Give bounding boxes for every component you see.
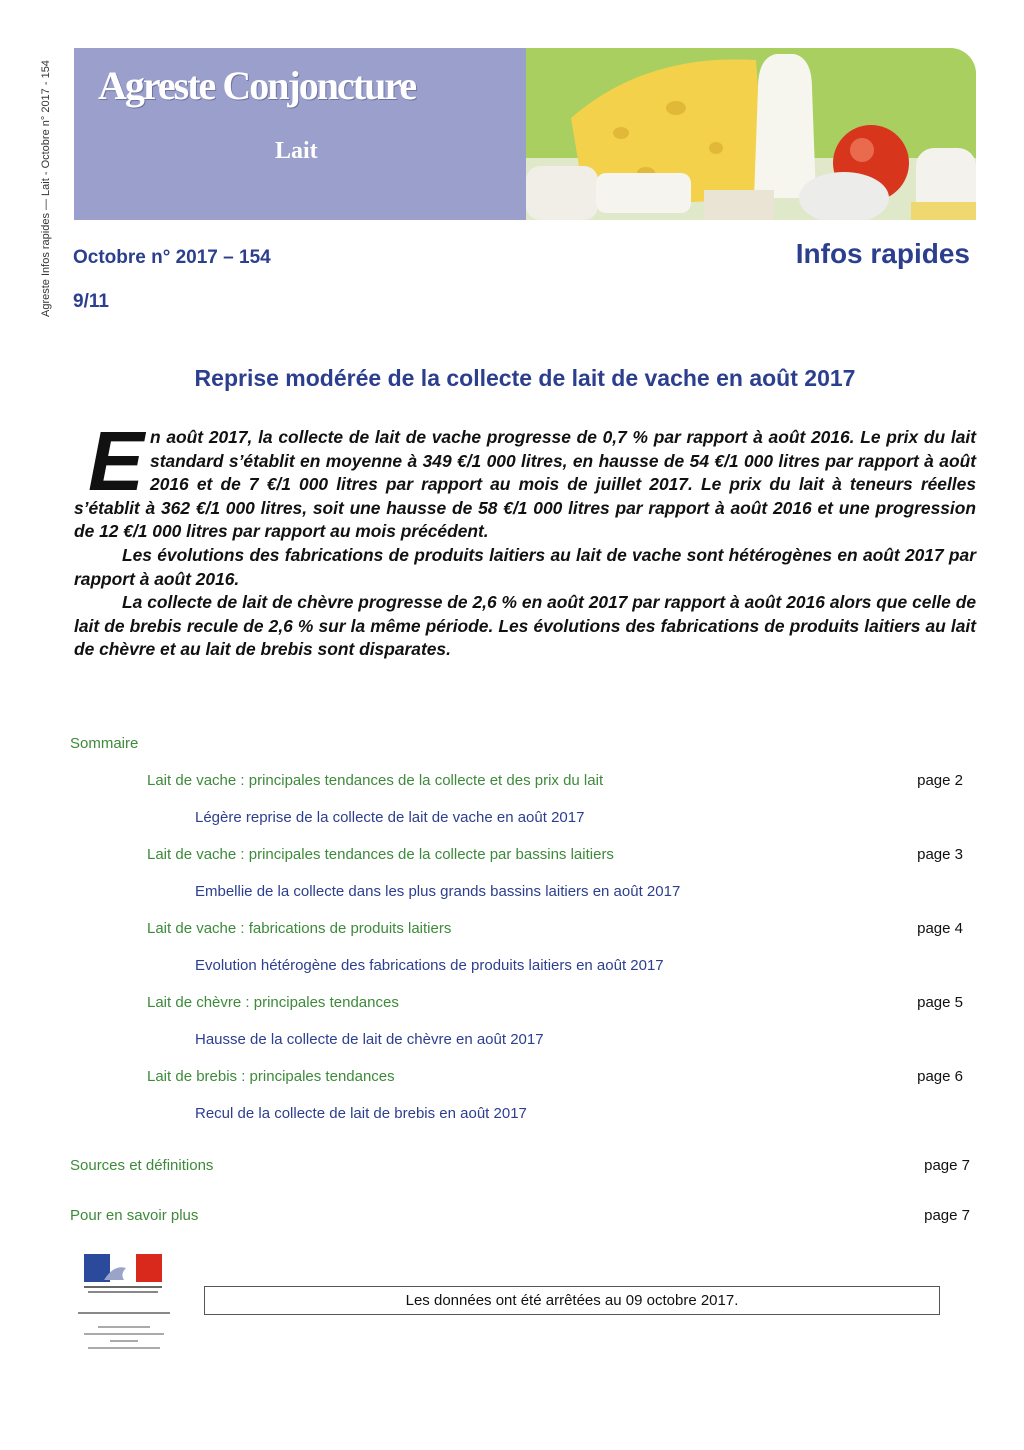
toc-page-1: page 2 [917,772,963,789]
toc-page-4: page 5 [917,994,963,1011]
series-title: Infos rapides [795,238,970,269]
banner-title-panel [74,48,526,220]
toc-sources[interactable]: Sources et définitions [70,1157,214,1174]
toc-sources-page: page 7 [924,1157,970,1174]
dairy-products-image [526,48,976,220]
lead-text [74,414,976,662]
toc-title: Sommaire [70,735,139,752]
data-cutoff-note: Les données ont été arrêtées au 09 octobre 2017. [204,1286,940,1315]
brand-subject: Lait [275,138,318,164]
toc-page-3: page 4 [917,920,963,937]
lead-paragraph-3: La collecte de lait de chèvre progresse de 2,6 % en août 2017 par rapport à août 2016 alors que celle de lait de brebis recule de 2,6 % sur la même période. Les évolutions des fabrications de produits laitiers au lait de chèvre et au lait de brebis sont disparates. [74,592,976,660]
drop-cap: E [88,414,145,508]
side-label: Agreste Infos rapides — Lait - Octobre n° 2017 - 154 [40,60,52,317]
toc-subsection-4[interactable]: Hausse de la collecte de lait de chèvre en août 2017 [195,1031,544,1048]
header-banner [74,48,976,220]
toc-section-3[interactable]: Lait de vache : fabrications de produits laitiers [147,920,452,937]
toc-subsection-1[interactable]: Légère reprise de la collecte de lait de vache en août 2017 [195,809,585,826]
lead-paragraph-2: Les évolutions des fabrications de produits laitiers au lait de vache sont hétérogènes en août 2017 par rapport à août 2016. [74,544,976,589]
toc-section-1[interactable]: Lait de vache : principales tendances de la collecte et des prix du lait [147,772,604,789]
cheese-illustration [526,48,976,220]
lead-paragraph-1: n août 2017, la collecte de lait de vache progresse de 0,7 % par rapport à août 2016. Le prix du lait standard s’établit en moyenne à 349 €/1 000 litres, en hausse de 54 €/1 000 litres par rapport à août 2016 et de 7 €/1 000 litres par rapport au mois de juillet 2017. Le prix du lait à teneurs réelles s’établit à 362 €/1 000 litres, soit une hausse de 58 €/1 000 litres par rapport à août 2016 et une progression de 12 €/1 000 litres par rapport au mois précédent. [74,427,976,542]
toc-further-reading-page: page 7 [924,1207,970,1224]
toc-subsection-3[interactable]: Evolution hétérogène des fabrications de produits laitiers en août 2017 [195,957,664,974]
brand-title: Agreste Conjoncture [98,63,416,108]
toc-section-5[interactable]: Lait de brebis : principales tendances [147,1068,395,1085]
marianne-logo-icon [74,1246,174,1380]
issue-date: 9/11 [73,291,109,312]
toc-page-2: page 3 [917,846,963,863]
toc-section-4[interactable]: Lait de chèvre : principales tendances [147,994,399,1011]
toc-subsection-2[interactable]: Embellie de la collecte dans les plus grands bassins laitiers en août 2017 [195,883,681,900]
toc-page-5: page 6 [917,1068,963,1085]
issue-number: Octobre n° 2017 – 154 [73,247,271,268]
toc-further-reading[interactable]: Pour en savoir plus [70,1207,199,1224]
headline: Reprise modérée de la collecte de lait de vache en août 2017 [194,365,856,391]
toc-section-2[interactable]: Lait de vache : principales tendances de la collecte par bassins laitiers [147,846,614,863]
toc-subsection-5[interactable]: Recul de la collecte de lait de brebis en août 2017 [195,1105,527,1122]
ministry-logo [74,1246,174,1380]
